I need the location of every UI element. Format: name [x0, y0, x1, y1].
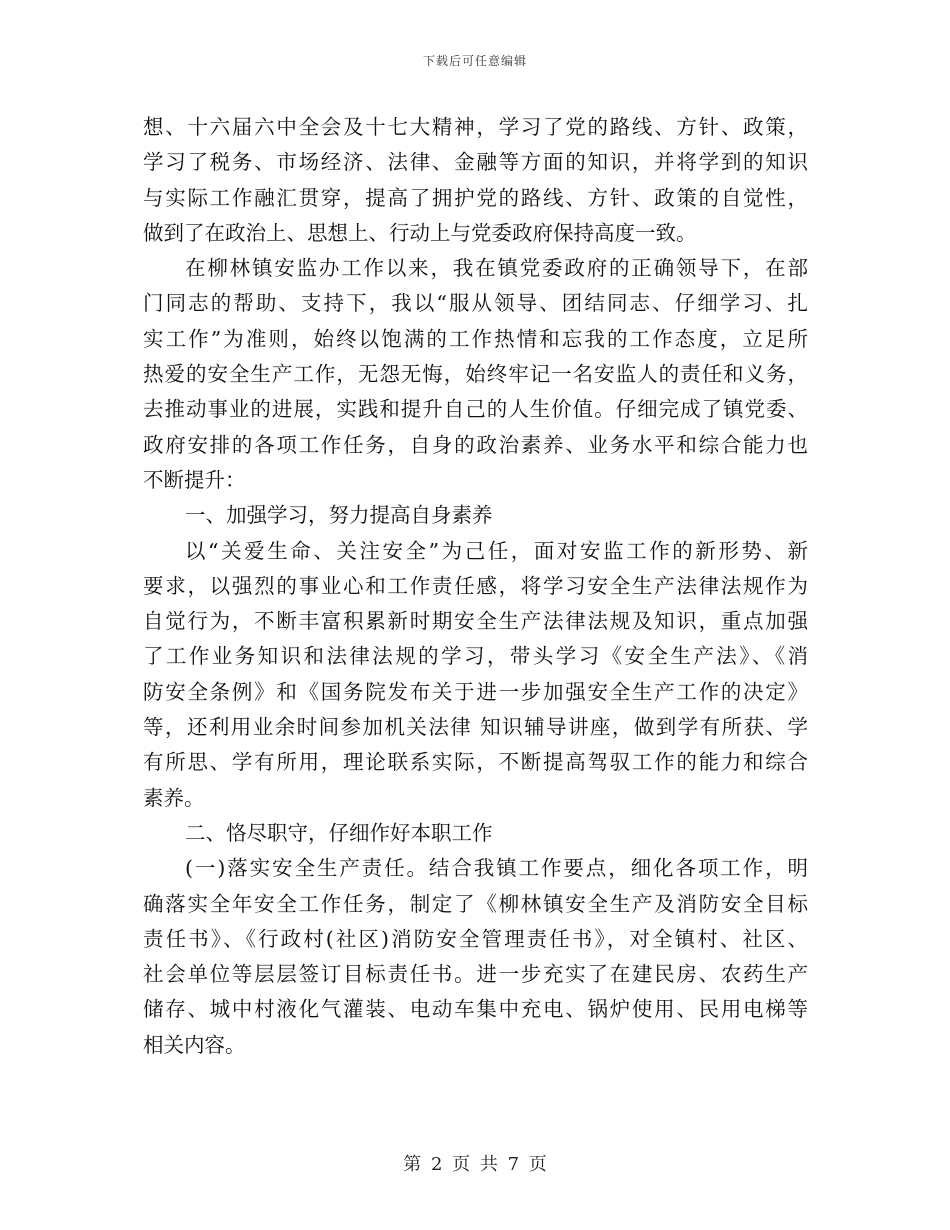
text-line: 等，还利用业余时间参加机关法律 知识辅导讲座，做到学有所获、学: [143, 715, 808, 740]
text-line: 素养。: [143, 785, 205, 810]
page-number-footer: 第 2 页 共 7 页: [403, 1154, 547, 1175]
document-body: [143, 110, 808, 1063]
text-line: 要求，以强烈的事业心和工作责任感，将学习安全生产法律法规作为: [143, 573, 808, 598]
text-line: 与实际工作融汇贯穿，提高了拥护党的路线、方针、政策的自觉性，: [143, 185, 808, 210]
text-line: 不断提升：: [143, 467, 246, 492]
paragraph-start-line: 在柳林镇安监办工作以来，我在镇党委政府的正确领导下，在部: [185, 256, 808, 281]
text-line: 有所思、学有所用，理论联系实际，不断提高驾驭工作的能力和综合: [143, 750, 808, 775]
text-line: 责任书》、《行政村(社区)消防安全管理责任书》，对全镇村、社区、: [143, 926, 808, 951]
text-line: 做到了在政治上、思想上、行动上与党委政府保持高度一致。: [143, 220, 697, 245]
text-line: 政府安排的各项工作任务，自身的政治素养、业务水平和综合能力也: [143, 432, 808, 457]
text-line: 去推动事业的进展，实践和提升自己的人生价值。仔细完成了镇党委、: [143, 397, 808, 422]
paragraph-start-line: 以“关爱生命、关注安全”为己任，面对安监工作的新形势、新: [185, 538, 808, 563]
section-heading: 一、加强学习，努力提高自身素养: [185, 503, 493, 528]
page-header: 下载后可任意编辑: [422, 54, 527, 68]
text-line: 实工作”为准则，始终以饱满的工作热情和忘我的工作态度，立足所: [143, 326, 808, 351]
text-line: 防安全条例》和《国务院发布关于进一步加强安全生产工作的决定》: [143, 679, 808, 704]
text-line: 门同志的帮助、支持下，我以“服从领导、团结同志、仔细学习、扎: [143, 291, 808, 316]
text-line: 确落实全年安全工作任务，制定了《柳林镇安全生产及消防安全目标: [143, 891, 808, 916]
text-line: 自觉行为，不断丰富积累新时期安全生产法律法规及知识，重点加强: [143, 609, 808, 634]
paragraph-start-line: (一)落实安全生产责任。结合我镇工作要点，细化各项工作，明: [185, 856, 808, 881]
text-line: 热爱的安全生产工作，无怨无悔，始终牢记一名安监人的责任和义务，: [143, 362, 808, 387]
text-line: 学习了税务、市场经济、法律、金融等方面的知识，并将学到的知识: [143, 150, 808, 175]
text-line: 储存、城中村液化气灌装、电动车集中充电、锅炉使用、民用电梯等: [143, 997, 808, 1022]
text-line: 相关内容。: [143, 1032, 246, 1057]
text-line: 想、十六届六中全会及十七大精神，学习了党的路线、方针、政策，: [143, 115, 808, 139]
section-heading: 二、恪尽职守，仔细作好本职工作: [185, 820, 493, 845]
text-line: 了工作业务知识和法律法规的学习，带头学习《安全生产法》、《消: [143, 644, 808, 669]
text-line: 社会单位等层层签订目标责任书。进一步充实了在建民房、农药生产: [143, 962, 808, 987]
